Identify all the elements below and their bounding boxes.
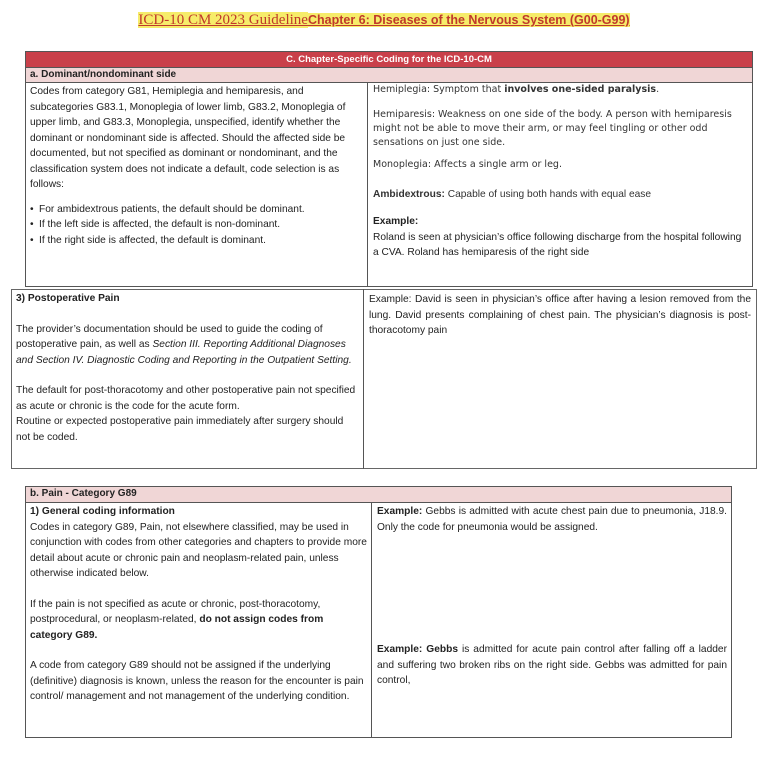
postoperative-paragraph-1: The provider’s documentation should be used to guide the coding of postoperative pain, as well as Section III. Reporting Additional Diagnoses and Section IV. Diagnostic Coding and Reporting in the Outpatient Setting.: [16, 323, 352, 366]
postoperative-paragraph-2: The default for post-thoracotomy and other postoperative pain not specified as acute or chronic is the code for the acute form.: [16, 385, 356, 412]
hemiplegia-definition: Hemiplegia: Symptom that involves one-sided paralysis.: [373, 84, 660, 95]
definitions-column: [373, 83, 747, 261]
list-item: • If the left side is affected, the default is non-dominant.: [30, 217, 364, 233]
dominant-side-text: [30, 84, 364, 248]
list-item: • For ambidextrous patients, the default should be dominant.: [30, 202, 364, 218]
guideline-title: ICD-10 CM 2023 Guideline: [138, 12, 308, 28]
dominant-side-paragraph: Codes from category G81, Hemiplegia and hemiparesis, and subcategories G83.1, Monoplegia of lower limb, G83.2, Monoplegia of upper limb, and G83.3, Monoplegia, unspecified, identify whether the dominant or nondominant side is affected. Should the affected side be documented, but not specified as dominant or nondominant, and the classification system does not indicate a default, code selection is as follows:: [30, 86, 346, 190]
column-divider: [367, 83, 368, 286]
g89-paragraph-3: A code from category G89 should not be assigned if the underlying (definitive) diagnosis is known, unless the reason for the encounter is pain control/ management and not management of the underlying condition.: [30, 660, 364, 702]
default-side-list: [30, 202, 364, 249]
pain-category-header: b. Pain - Category G89: [26, 487, 731, 503]
column-divider: [363, 289, 364, 469]
general-coding-text: [30, 504, 368, 705]
example-label: Example:: [373, 216, 419, 227]
column-divider: [371, 503, 372, 737]
monoplegia-definition: Monoplegia: Affects a single arm or leg.: [373, 159, 562, 170]
ambidextrous-definition: Ambidextrous: Capable of using both hands with equal ease: [373, 189, 652, 200]
hemiparesis-definition: Hemiparesis: Weakness on one side of the body. A person with hemiparesis might not be able to move their arm, or may feel tingling or other odd sensations on just one side.: [373, 109, 732, 148]
postoperative-paragraph-3: Routine or expected postoperative pain immediately after surgery should not be coded.: [16, 416, 344, 443]
section-c-table: [25, 51, 753, 287]
david-example: Example: David is seen in physician’s office after having a lesion removed from the lung. David presents complaining of chest pain. The physician’s diagnosis is post-thoracotomy pain: [369, 294, 751, 336]
general-coding-header: 1) General coding information: [30, 506, 175, 517]
postoperative-header: 3) Postoperative Pain: [16, 293, 120, 304]
pneumonia-example: Example: Gebbs is admitted with acute chest pain due to pneumonia, J18.9. Only the code for pneumonia would be assigned.: [377, 506, 727, 533]
dominant-side-header: a. Dominant/nondominant side: [26, 67, 752, 83]
example-text: Roland is seen at physician’s office following discharge from the hospital following a CVA. Roland has hemiparesis of the right side: [373, 231, 742, 258]
list-item: • If the right side is affected, the default is dominant.: [30, 233, 364, 249]
pain-category-table: [25, 486, 732, 738]
page-title: [0, 11, 768, 29]
section-c-header: C. Chapter-Specific Coding for the ICD-10-CM: [26, 52, 752, 67]
roland-example: [373, 214, 747, 261]
g89-paragraph-2: If the pain is not specified as acute or chronic, post-thoracotomy, postprocedural, or neoplasm-related, do not assign codes from category G89.: [30, 598, 324, 641]
ladder-example: Example: Gebbs is admitted for acute pain control after falling off a ladder and suffering two broken ribs on the right side. Gebbs was admitted for pain control,: [377, 644, 727, 686]
postoperative-pain-table: [11, 289, 757, 469]
chapter-title: Chapter 6: Diseases of the Nervous System (G00-G99): [307, 13, 630, 27]
g89-paragraph-1: Codes in category G89, Pain, not elsewhere classified, may be used in conjunction with codes from other categories and chapters to provide more detail about acute or chronic pain and neoplasm-related pain, unless otherwise indicated below.: [30, 521, 367, 579]
postoperative-text: [16, 291, 358, 445]
